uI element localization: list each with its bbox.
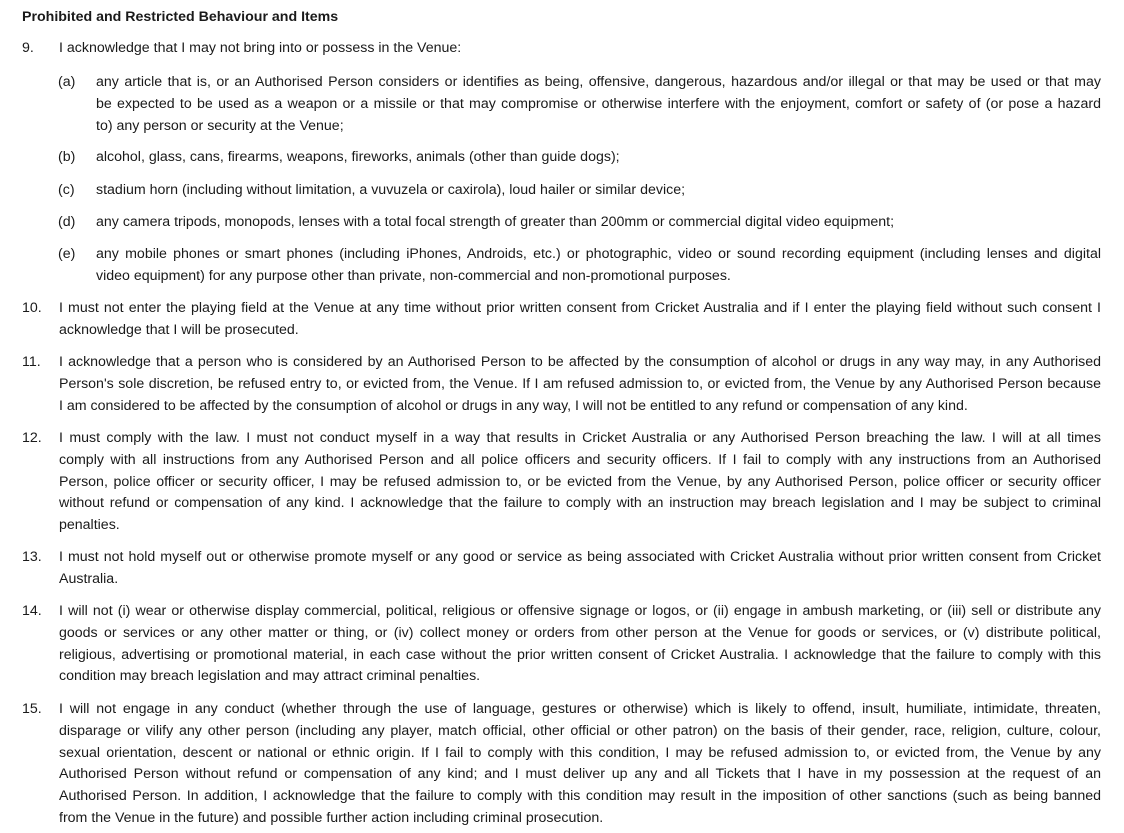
subclause-letter: (b) [58, 149, 76, 165]
text-line: any camera tripods, monopods, lenses with a total focal strength of greater than 200mm or commercial digital video equipment; [96, 214, 895, 230]
subclause-letter: (a) [58, 74, 76, 90]
text-line: condition may breach legislation and may attract criminal penalties. [59, 668, 481, 685]
text-line: stadium horn (including without limitation, a vuvuzela or caxirola), loud hailer or similar device; [96, 182, 686, 198]
text-line: sexual orientation, descent or national or ethnic origin. If I fail to comply with this condition, I may be refused admission to, or evicted from, the Venue by any [59, 744, 1101, 761]
text-line: I am considered to be affected by the consumption of alcohol or drugs in any way, I will not be entitled to any refund or compensation of any kind. [59, 397, 968, 414]
text-line: I acknowledge that a person who is considered by an Authorised Person to be affected by the consumption of alcohol or drugs in any way may, in any Authorised [59, 354, 1101, 370]
text-line: goods or services or any other matter or thing, or (iv) collect money or orders from other person at the Venue for goods or services, or (v) distribute political, [59, 624, 1101, 641]
clause-number: 12. [22, 430, 42, 446]
clause-text: I acknowledge that I may not bring into or possess in the Venue: [59, 40, 462, 56]
subclause-letter: (d) [58, 214, 76, 230]
text-line: I will not (i) wear or otherwise display commercial, political, religious or offensive signage or logos, or (ii) engage in ambush marketing, or (iii) sell or distribute any [59, 603, 1101, 619]
subclause-letter: (c) [58, 182, 75, 198]
subclause-text [96, 147, 1101, 169]
text-line: acknowledge that I will be prosecuted. [59, 321, 299, 338]
text-line: comply with all instructions from any Authorised Person and all police officers and security officers. If I fail to comply with any instructions from an Authorised [59, 451, 1101, 468]
clause-number: 13. [22, 549, 42, 565]
text-line: Authorised Person without refund or compensation of any kind; and I must deliver up any and all Tickets that I have in my possession at the request of an [59, 766, 1101, 783]
text-line: I must comply with the law. I must not conduct myself in a way that results in Cricket Australia or any Authorised Person breaching the law. I will at all times [59, 430, 1101, 446]
text-line: I must not hold myself out or otherwise promote myself or any good or service as being associated with Cricket Australia without prior written consent from Cricket [59, 549, 1101, 565]
text-line: any mobile phones or smart phones (including iPhones, Androids, etc.) or photographic, video or sound recording equipment (including lenses and digital [96, 246, 1101, 262]
subclause-letter: (e) [58, 246, 76, 262]
text-line: disparage or vilify any other person (including any player, match official, other official or other patron) on the basis of their gender, race, religion, culture, colour, [59, 722, 1101, 739]
subclause-text [96, 244, 1101, 288]
clause-number: 15. [22, 701, 42, 717]
clause-text [59, 428, 1101, 537]
clause-number: 11. [22, 354, 41, 370]
subclause-text [96, 180, 1101, 202]
text-line: Authorised Person. In addition, I acknowledge that the failure to comply with this condition may result in the imposition of other sanctions (such as being banned [59, 788, 1101, 805]
clause-text [59, 601, 1101, 688]
clause-number: 10. [22, 300, 42, 316]
text-line: I will not engage in any conduct (whether through the use of language, gestures or otherwise) which is likely to offend, insult, humiliate, intimidate, threaten, [59, 701, 1101, 717]
clause-number: 9. [22, 40, 34, 56]
text-line: Person's sole discretion, be refused entry to, or evicted from, the Venue. If I am refused admission to, or evicted from, the Venue by any Authorised Person because [59, 375, 1101, 392]
text-line: penalties. [59, 517, 120, 534]
clause-text [59, 352, 1101, 417]
text-line: Australia. [59, 570, 119, 587]
text-line: alcohol, glass, cans, firearms, weapons, fireworks, animals (other than guide dogs); [96, 149, 620, 165]
text-line: religious, advertising or promotional material, in each case without the prior written consent of Cricket Australia. I acknowledge that the failure to comply with this [59, 646, 1101, 663]
text-line: be expected to be used as a weapon or a missile or that may compromise or otherwise interfere with the enjoyment, comfort or safety of (or pose a hazard [96, 95, 1101, 112]
text-line: video equipment) for any purpose other than private, non-commercial and non-promotional purposes. [96, 267, 731, 284]
section-heading: Prohibited and Restricted Behaviour and Items [22, 9, 339, 25]
clause-text [59, 547, 1101, 591]
text-line: any article that is, or an Authorised Person considers or identifies as being, offensive, dangerous, hazardous and/or illegal or that may be used or that may [96, 74, 1101, 90]
text-line: to) any person or security at the Venue; [96, 117, 344, 134]
clause-number: 14. [22, 603, 42, 619]
text-line: from the Venue in the future) and possible further action including criminal prosecution. [59, 809, 604, 826]
text-line: without refund or compensation of any kind. I acknowledge that the failure to comply with an instruction may breach legislation and I may be subject to criminal [59, 495, 1101, 512]
clause-text [59, 699, 1101, 830]
subclause-text [96, 212, 1101, 234]
subclause-text [96, 72, 1101, 137]
clause-text [59, 298, 1101, 342]
text-line: Person, police officer or security officer, I may be refused admission to, or be evicted from the Venue, by any Authorised Person, police officer or security officer [59, 473, 1101, 490]
text-line: I must not enter the playing field at the Venue at any time without prior written consent from Cricket Australia and if I enter the playing field without such consent I [59, 300, 1101, 316]
